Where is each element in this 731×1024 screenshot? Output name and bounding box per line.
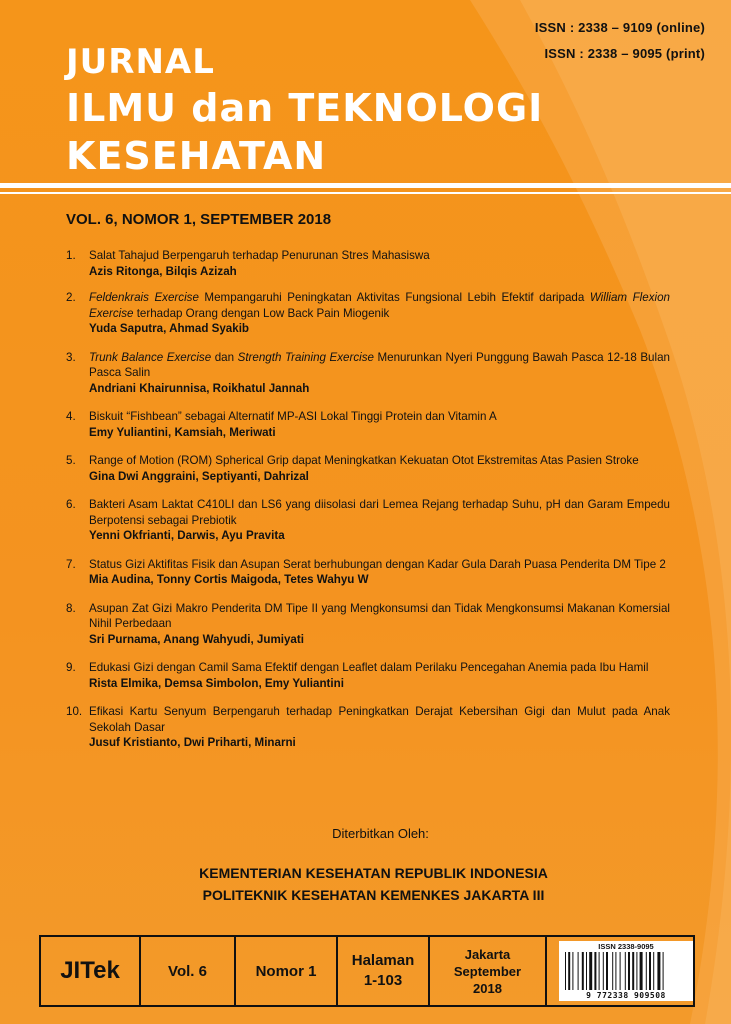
- divider-thin: [0, 192, 731, 194]
- barcode-bar: [632, 952, 634, 990]
- article-title-italic: Strength Training Exercise: [237, 350, 374, 364]
- barcode-digits: 9 772338 909508: [586, 991, 666, 1000]
- barcode-issn: ISSN 2338-9095: [598, 942, 654, 951]
- article-number: 3.: [66, 350, 76, 364]
- barcode-bar: [582, 952, 584, 990]
- article-authors: Andriani Khairunnisa, Roikhatul Jannah: [89, 381, 310, 395]
- article-authors: Azis Ritonga, Bilqis Azizah: [89, 264, 237, 278]
- pages-value: 1-103: [363, 972, 403, 989]
- article-list: [66, 248, 670, 751]
- article-authors: Rista Elmika, Demsa Simbolon, Emy Yuliantini: [89, 676, 344, 690]
- barcode-bar: [620, 952, 621, 990]
- divider-thick: [0, 183, 731, 188]
- barcode-bar: [565, 952, 566, 990]
- barcode-bar: [625, 952, 626, 990]
- article-item: [66, 290, 670, 337]
- barcode-bar: [589, 952, 592, 990]
- barcode-bar: [663, 952, 664, 990]
- article-authors: Gina Dwi Anggraini, Septiyanti, Dahrizal: [89, 469, 309, 483]
- article-number: 8.: [66, 601, 76, 615]
- article-title: Efikasi Kartu Senyum Berpengaruh terhadap Peningkatkan Derajat Kebersihan Gigi dan Mulut pada Anak Sekolah Dasar: [89, 705, 670, 734]
- article-item: [66, 660, 670, 691]
- article-title-italic: Feldenkrais Exercise: [89, 291, 199, 304]
- article-number: 9.: [66, 661, 76, 674]
- article-number: 7.: [66, 557, 76, 571]
- article-item: [66, 409, 670, 440]
- article-title: Feldenkrais Exercise Mempangaruhi Peningkatan Aktivitas Fungsional Lebih Efektif daripada William Flexion Exercise terhadap Orang dengan Low Back Pain Miogenik: [89, 291, 670, 320]
- article-title: Salat Tahajud Berpengaruh terhadap Penurunan Stres Mahasiswa: [89, 249, 430, 262]
- pages-label: Halaman: [351, 952, 415, 969]
- barcode-bar: [606, 952, 608, 990]
- barcode-bar: [649, 952, 651, 990]
- publisher-ministry: KEMENTERIAN KESEHATAN REPUBLIK INDONESIA: [199, 865, 548, 881]
- barcode-bar: [572, 952, 573, 990]
- article-title: Edukasi Gizi dengan Camil Sama Efektif dengan Leaflet dalam Perilaku Pencegahan Anemia pada Ibu Hamil: [89, 661, 649, 674]
- barcode-bar: [657, 952, 660, 990]
- article-item: [66, 704, 670, 751]
- issn-online: ISSN : 2338 – 9109 (online): [534, 20, 705, 35]
- article-number: 10.: [66, 705, 83, 718]
- footer-number: Nomor 1: [236, 937, 338, 1005]
- barcode-bar: [646, 952, 647, 990]
- article-title: Asupan Zat Gizi Makro Penderita DM Tipe II yang Mengkonsumsi dan Tidak Mengkonsumsi Makanan Komersial Nihil Perbedaan: [89, 601, 670, 630]
- footer-place-date: [430, 937, 547, 1005]
- article-number: 6.: [66, 498, 76, 511]
- barcode-bar: [599, 952, 600, 990]
- barcode-bar: [653, 952, 654, 990]
- article-authors: Yuda Saputra, Ahmad Syakib: [89, 322, 249, 335]
- article-item: [66, 453, 670, 484]
- article-number: 5.: [66, 454, 76, 467]
- journal-title-line-2: ILMU dan TEKNOLOGI: [66, 86, 544, 130]
- journal-title-line-3: KESEHATAN: [66, 134, 327, 178]
- footer-month: September: [453, 963, 522, 979]
- volume-heading: VOL. 6, NOMOR 1, SEPTEMBER 2018: [66, 211, 332, 228]
- publisher-label: Diterbitkan Oleh:: [332, 826, 429, 841]
- article-authors: Jusuf Kristianto, Dwi Priharti, Minarni: [89, 736, 296, 749]
- barcode: [559, 941, 693, 1001]
- barcode-bar: [603, 952, 604, 990]
- barcode-bars-icon: [565, 952, 687, 990]
- article-authors: Emy Yuliantini, Kamsiah, Meriwati: [89, 425, 276, 439]
- article-item: [66, 601, 670, 648]
- barcode-cell: [547, 937, 693, 1005]
- article-number: 2.: [66, 291, 76, 304]
- issn-print: ISSN : 2338 – 9095 (print): [544, 46, 705, 61]
- journal-abbreviation: JITek: [41, 937, 141, 1005]
- barcode-bar: [612, 952, 613, 990]
- footer-info-table: [39, 935, 695, 1007]
- barcode-bar: [594, 952, 596, 990]
- journal-title-line-1: JURNAL: [66, 42, 215, 82]
- footer-year: 2018: [473, 980, 502, 996]
- article-title: Biskuit “Fishbean” sebagai Alternatif MP-ASI Lokal Tinggi Protein dan Vitamin A: [89, 410, 497, 423]
- article-title: Range of Motion (ROM) Spherical Grip dapat Meningkatkan Kekuatan Otot Ekstremitas Atas Pasien Stroke: [89, 454, 639, 467]
- footer-city: Jakarta: [464, 946, 511, 962]
- barcode-bar: [628, 952, 630, 990]
- barcode-bar: [578, 952, 579, 990]
- article-authors: Mia Audina, Tonny Cortis Maigoda, Tetes Wahyu W: [89, 573, 369, 586]
- footer-pages: [338, 937, 430, 1005]
- article-number: 1.: [66, 249, 76, 262]
- barcode-bar: [636, 952, 637, 990]
- footer-volume: Vol. 6: [141, 937, 236, 1005]
- article-title: Bakteri Asam Laktat C410LI dan LS6 yang diisolasi dari Lemea Rejang terhadap Suhu, pH dan Garam Empedu Berpotensi sebagai Prebiotik: [89, 498, 670, 527]
- barcode-bar: [640, 952, 643, 990]
- article-number: 4.: [66, 410, 76, 423]
- barcode-bar: [615, 952, 616, 990]
- article-title-italic: Trunk Balance Exercise: [89, 350, 212, 364]
- article-authors: Yenni Okfrianti, Darwis, Ayu Pravita: [89, 529, 285, 542]
- article-title: Trunk Balance Exercise dan Strength Training Exercise Menurunkan Nyeri Punggung Bawah Pasca 12-18 Bulan Pasca Salin: [89, 350, 670, 379]
- publisher-polytechnic: POLITEKNIK KESEHATAN KEMENKES JAKARTA III: [202, 887, 545, 903]
- article-item: [66, 557, 670, 588]
- article-authors: Sri Purnama, Anang Wahyudi, Jumiyati: [89, 632, 304, 646]
- barcode-bar: [586, 952, 587, 990]
- barcode-bar: [568, 952, 570, 990]
- article-title: Status Gizi Aktifitas Fisik dan Asupan Serat berhubungan dengan Kadar Gula Darah Puasa Penderita DM Tipe 2: [89, 557, 666, 571]
- article-item: [66, 350, 670, 397]
- article-item: [66, 248, 670, 279]
- article-title-italic: William Flexion Exercise: [89, 291, 670, 320]
- article-item: [66, 497, 670, 544]
